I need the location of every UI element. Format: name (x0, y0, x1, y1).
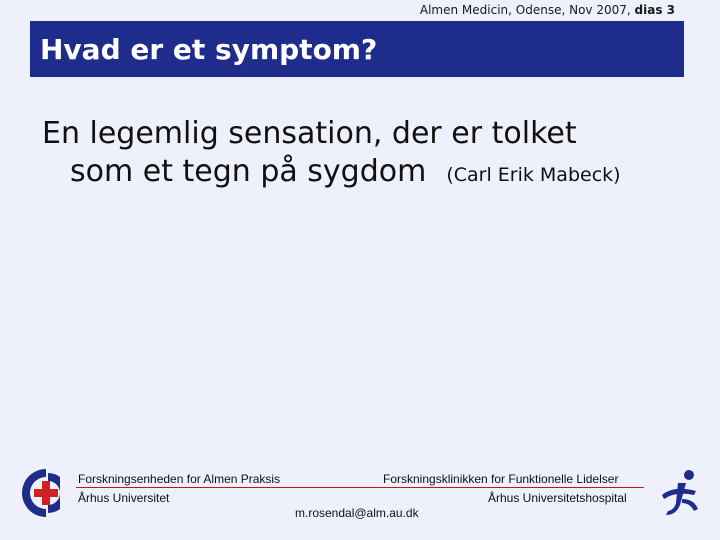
footer-left-sub: Århus Universitet (78, 491, 170, 505)
title-bar (30, 21, 684, 77)
cross-logo-icon (18, 465, 60, 521)
footer (0, 460, 720, 540)
footer-left-org: Forskningsenheden for Almen Praksis (78, 472, 281, 486)
header-caption-text: Almen Medicin, Odense, Nov 2007, (419, 3, 631, 17)
aarhus-hospital-logo-icon (656, 465, 704, 523)
footer-rule (76, 487, 644, 488)
footer-right-org: Forskningsklinikken for Funktionelle Lidelser (383, 472, 619, 486)
slide-title: Hvad er et symptom? (40, 33, 378, 66)
slide-body (42, 115, 702, 194)
header-caption (420, 3, 675, 17)
body-line-1: En legemlig sensation, der er tolket (42, 116, 577, 151)
body-line-2-wrap (42, 153, 702, 194)
body-line-2: som et tegn på sygdom (70, 154, 427, 189)
footer-email[interactable]: m.rosendal@alm.au.dk (295, 506, 419, 520)
footer-right-sub: Århus Universitetshospital (488, 491, 627, 505)
attribution: (Carl Erik Mabeck) (446, 164, 621, 186)
slide-number: dias 3 (634, 3, 675, 17)
